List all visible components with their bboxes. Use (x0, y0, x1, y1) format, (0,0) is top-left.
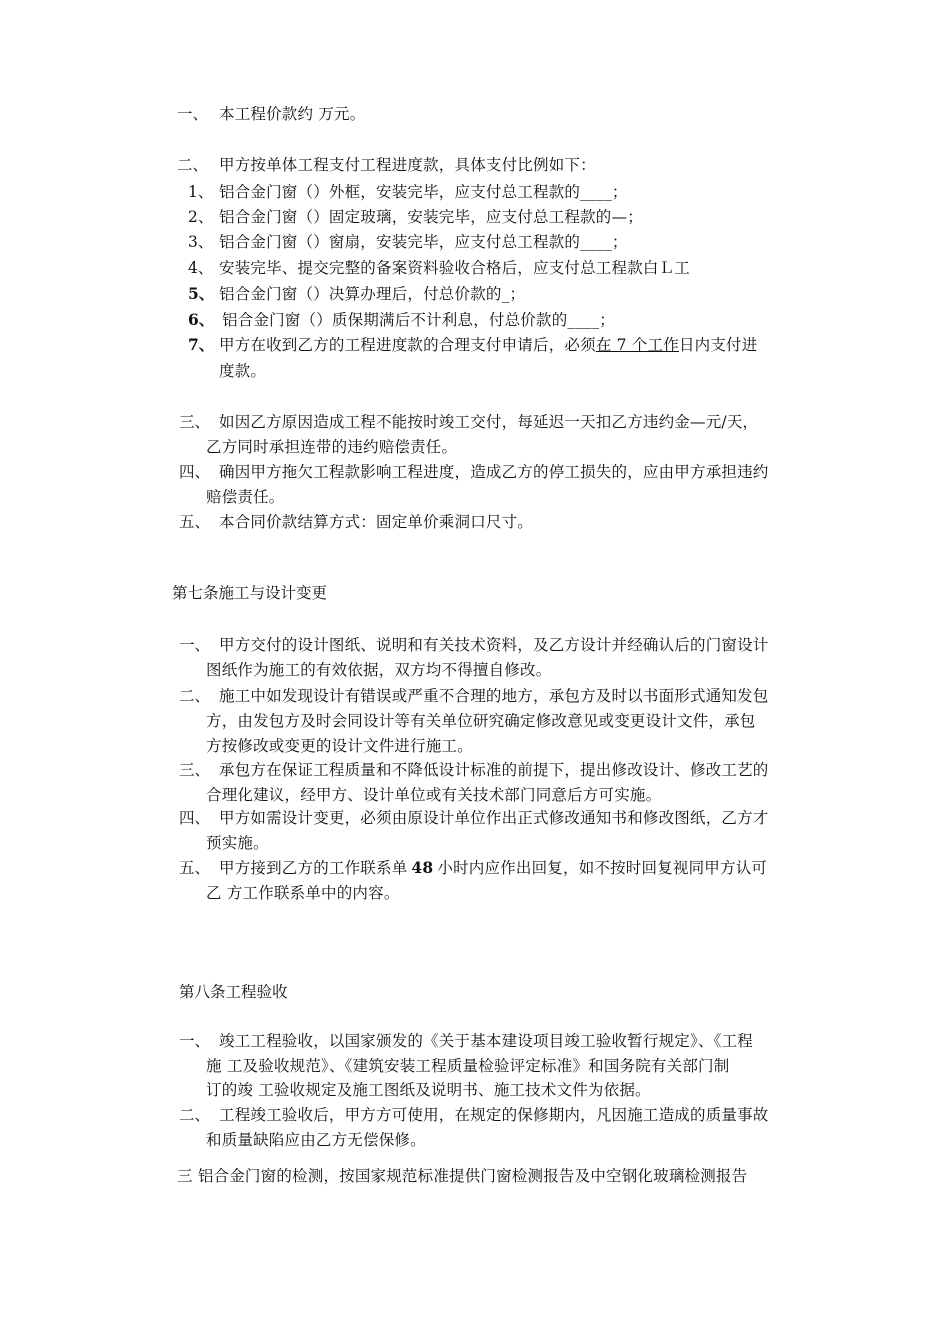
sub-item-text: 铝合金门窗（）固定玻璃，安装完毕，应支付总工程款的—； (219, 208, 643, 226)
clause-text-continued: 乙方同时承担连带的违约赔偿责任。 (206, 438, 458, 456)
clause-text-continued: 预实施。 (206, 834, 269, 852)
clause-text-continued: 方按修改或变更的设计文件进行施工。 (206, 737, 473, 755)
item-number: 二、 (177, 156, 209, 174)
clause-text-continued: 订的竣 工验收规定及施工图纸及说明书、施工技术文件为依据。 (206, 1081, 651, 1099)
item-number: 二、 (179, 1106, 211, 1124)
item-number: 一、 (179, 636, 211, 654)
clause-text: 竣工工程验收，以国家颁发的《关于基本建设项目竣工验收暂行规定》、《工程 (219, 1032, 754, 1050)
sub-item-text-continued: 度款。 (219, 362, 267, 380)
sub-item-text: 安装完毕、提交完整的备案资料验收合格后，应支付总工程款白Ｌ工 (219, 259, 691, 277)
sub-item-text: 铝合金门窗（）质保期满后不计利息，付总价款的____； (222, 311, 615, 329)
item-number: 四、 (179, 809, 211, 827)
clause-text-continued: 乙 方工作联系单中的内容。 (206, 884, 400, 902)
section-heading: 第七条施工与设计变更 (172, 584, 328, 602)
clause-text: 甲方如需设计变更，必须由原设计单位作出正式修改通知书和修改图纸，乙方才 (219, 809, 769, 827)
clause-text: 本工程价款约 万元。 (219, 105, 366, 123)
text-part: 日内支付进 (678, 336, 758, 354)
sub-item-number: 7、 (188, 335, 215, 354)
item-number: 一、 (179, 1032, 211, 1050)
item-number: 五、 (179, 859, 211, 877)
sub-item-number: 4、 (188, 259, 214, 277)
item-number: 四、 (179, 463, 211, 481)
sub-item-text (219, 335, 757, 355)
sub-item-text: 铝合金门窗（）窗扇，安装完毕，应支付总工程款的____； (219, 233, 628, 251)
sub-item-text: 铝合金门窗（）外框，安装完毕，应支付总工程款的____； (219, 183, 628, 201)
item-number: 五、 (179, 513, 211, 531)
clause-text-continued: 图纸作为施工的有效依据，双方均不得擅自修改。 (206, 661, 552, 679)
clause-text: 工程竣工验收后，甲方方可使用，在规定的保修期内，凡因施工造成的质量事故 (219, 1106, 769, 1124)
item-number: 一、 (177, 105, 209, 123)
clause-text-continued: 施 工及验收规范》、《建筑安装工程质量检验评定标准》和国务院有关部门制 (206, 1057, 730, 1075)
clause-text-continued: 赔偿责任。 (206, 488, 285, 506)
sub-item-number: 3、 (188, 233, 214, 251)
item-number: 三、 (179, 413, 211, 431)
sub-item-number: 2、 (188, 208, 214, 226)
clause-text: 甲方交付的设计图纸、说明和有关技术资料，及乙方设计并经确认后的门窗设计 (219, 636, 769, 654)
item-number: 二、 (179, 687, 211, 705)
text-part: 甲方在收到乙方的工程进度款的合理支付申请后，必须 (219, 336, 596, 354)
clause-text-continued: 方，由发包方及时会同设计等有关单位研究确定修改意见或变更设计文件，承包 (206, 712, 756, 730)
item-number: 三、 (179, 761, 211, 779)
sub-item-number: 5、 (188, 284, 215, 303)
underlined-deadline: 在 7 个工作 (595, 336, 679, 354)
clause-text: 本合同价款结算方式：固定单价乘洞口尺寸。 (219, 513, 534, 531)
clause-text-continued: 和质量缺陷应由乙方无偿保修。 (206, 1131, 426, 1149)
clause-text: 确因甲方拖欠工程款影响工程进度，造成乙方的停工损失的，应由甲方承担违约 (219, 463, 769, 481)
clause-text: 三 铝合金门窗的检测，按国家规范标准提供门窗检测报告及中空钢化玻璃检测报告 (177, 1167, 748, 1185)
clause-text: 承包方在保证工程质量和不降低设计标准的前提下，提出修改设计、修改工艺的 (219, 761, 769, 779)
section-heading: 第八条工程验收 (179, 983, 288, 1001)
text-part: 甲方接到乙方的工作联系单 (219, 859, 408, 877)
clause-text-continued: 合理化建议，经甲方、设计单位或有关技术部门同意后方可实施。 (206, 786, 662, 804)
hours-number: 48 (411, 858, 434, 877)
sub-item-number: 6、 (188, 310, 215, 329)
clause-text: 如因乙方原因造成工程不能按时竣工交付，每延迟一天扣乙方违约金—元/天， (219, 413, 759, 431)
sub-item-number: 1、 (188, 183, 214, 201)
text-part: 小时内应作出回复，如不按时回复视同甲方认可 (437, 859, 768, 877)
clause-text: 甲方按单体工程支付工程进度款，具体支付比例如下： (219, 156, 596, 174)
clause-text (219, 858, 767, 878)
sub-item-text: 铝合金门窗（）决算办理后，付总价款的_； (219, 285, 526, 303)
clause-text: 施工中如发现设计有错误或严重不合理的地方，承包方及时以书面形式通知发包 (219, 687, 769, 705)
